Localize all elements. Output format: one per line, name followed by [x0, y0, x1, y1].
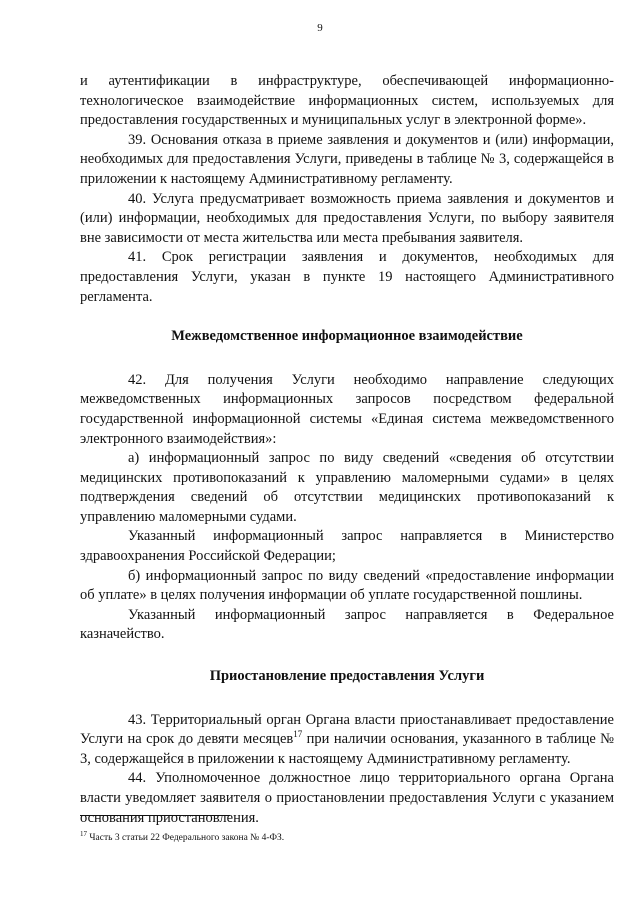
paragraph-40: 40. Услуга предусматривает возможность приема заявления и документов и (или) информации, необходимых для предоставления Услуги, по выбору заявителя вне зависимости от места жительства или места пребывания заявителя. [80, 190, 614, 246]
paragraph-42a: а) информационный запрос по виду сведений «сведения об отсутствии медицинских противопоказаний к управлению маломерными судами» в целях подтверждения сведений об отсутствии медицинских противопоказаний к управлению маломерными судами. [80, 450, 614, 525]
paragraph-42b-recipient: Указанный информационный запрос направляется в Федеральное казначейство. [80, 606, 614, 643]
document-body [80, 72, 614, 828]
paragraph-42a-recipient: Указанный информационный запрос направляется в Министерство здравоохранения Российской Федерации; [80, 528, 614, 565]
paragraph-43-text-before: 43. Территориальный орган Органа власти приостанавливает предоставление Услуги на срок до девяти месяцев [80, 711, 614, 748]
footnote-number: 17 [80, 829, 87, 838]
footnote-ref: 17 [293, 729, 303, 740]
footnote [80, 829, 614, 844]
paragraph-43 [80, 711, 614, 770]
paragraph-continuation: и аутентификации в инфраструктуре, обеспечивающей информационно-технологическое взаимодействие информационных систем, используемых для предоставления государственных и муниципальных услуг в электронной форме». [80, 73, 614, 129]
paragraph-44: 44. Уполномоченное должностное лицо территориального органа Органа власти уведомляет заявителя о приостановлении предоставления Услуги с указанием основания приостановления. [80, 770, 614, 826]
footnote-divider [80, 815, 230, 816]
section-heading-interagency: Межведомственное информационное взаимодействие [171, 328, 523, 345]
footnote-text: Часть 3 статьи 22 Федерального закона № 4-ФЗ. [87, 833, 285, 843]
paragraph-42b: б) информационный запрос по виду сведений «предоставление информации об уплате» в целях получения информации об уплате государственной пошлины. [80, 567, 614, 604]
paragraph-41: 41. Срок регистрации заявления и документов, необходимых для предоставления Услуги, указан в пункте 19 настоящего Административного регламента. [80, 249, 614, 305]
page-number: 9 [317, 22, 323, 34]
paragraph-42: 42. Для получения Услуги необходимо направление следующих межведомственных информационных запросов посредством федеральной государственной информационной системы «Единая система межведомственного электронного взаимодействия»: [80, 371, 614, 447]
paragraph-39: 39. Основания отказа в приеме заявления и документов и (или) информации, необходимых для предоставления Услуги, приведены в таблице № 3, содержащейся в приложении к настоящему Административному регламенту. [80, 131, 614, 187]
section-heading-suspension: Приостановление предоставления Услуги [209, 668, 485, 685]
paragraph-43-text-after: при наличии основания, указанного в таблице № 3, содержащейся в приложении к настоящему Административному регламенту. [80, 731, 615, 767]
